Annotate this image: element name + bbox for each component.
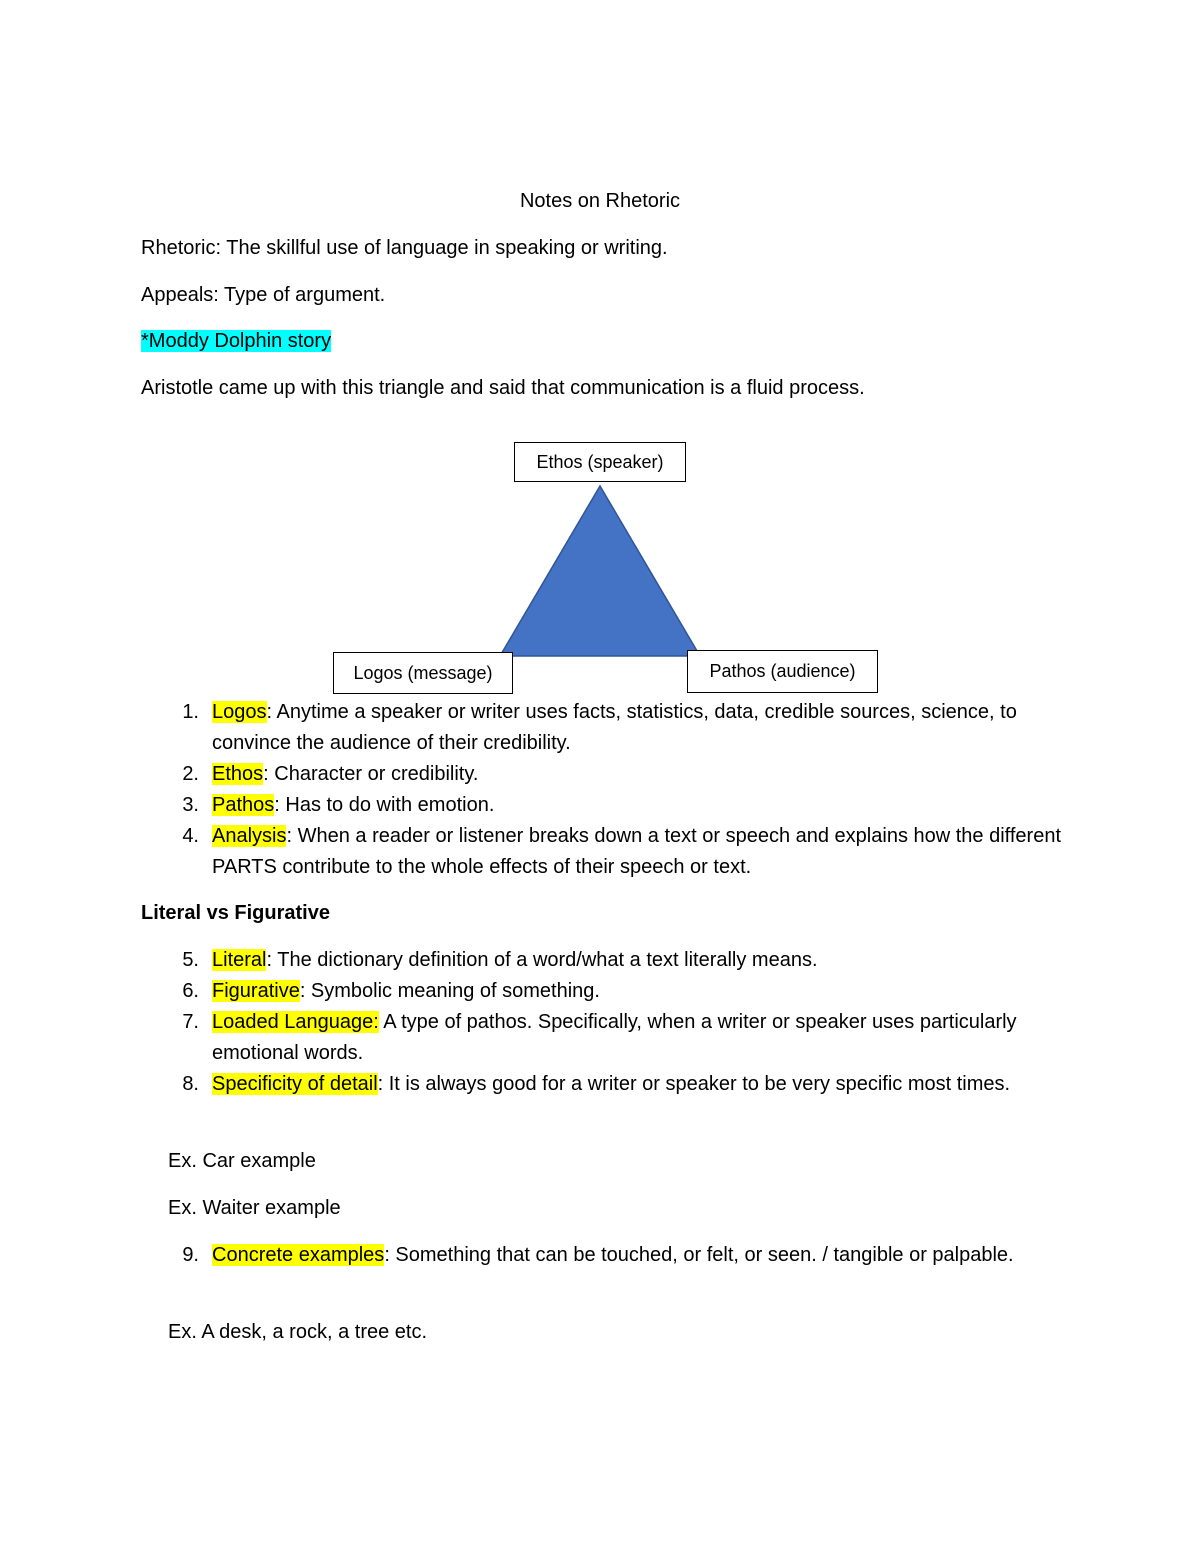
list-number: 1. [182,701,199,723]
list-number: 2. [182,763,199,785]
story-highlight: *Moddy Dolphin story [141,330,332,352]
term-definition: : The dictionary definition of a word/what a text literally means. [266,949,818,971]
term-definition: : Anytime a speaker or writer uses facts, statistics, data, credible sources, science, to convince the audience of their credibility. [212,701,1017,754]
section-heading: Literal vs Figurative [141,902,330,924]
term-highlight: Analysis [212,825,287,847]
list-number: 7. [182,1011,199,1033]
term-definition: A type of pathos. Specifically, when a writer or speaker uses particularly emotional words. [212,1011,1017,1064]
story-note [141,327,331,355]
list-number: 6. [182,980,199,1002]
list-item [141,1007,1061,1069]
list-item [141,1240,1061,1302]
list-item [141,945,1061,976]
term-definition: : Character or credibility. [263,763,479,785]
pathos-box: Pathos (audience) [687,650,878,693]
list-item [141,759,1061,790]
term-highlight: Literal [212,949,267,971]
list-number: 8. [182,1073,199,1095]
term-definition: : Has to do with emotion. [274,794,495,816]
term-highlight: Logos [212,701,267,723]
example-line: Ex. Waiter example [168,1197,341,1219]
list-number: 5. [182,949,199,971]
example-line: Ex. A desk, a rock, a tree etc. [168,1321,428,1343]
list-number: 9. [182,1244,199,1266]
aristotle-statement: Aristotle came up with this triangle and said that communication is a fluid process. [141,377,865,399]
term-highlight: Concrete examples [212,1244,385,1266]
term-definition: : Something that can be touched, or felt, or seen. / tangible or palpable. [384,1244,1014,1266]
list-number: 4. [182,825,199,847]
term-highlight: Figurative [212,980,300,1002]
logos-box: Logos (message) [333,652,513,694]
example-line: Ex. Car example [168,1150,316,1172]
term-definition: : When a reader or listener breaks down a text or speech and explains how the different PARTS contribute to the whole effects of their speech or text. [212,825,1062,878]
rhetorical-triangle-diagram [330,440,880,696]
list-number: 3. [182,794,199,816]
list-item [141,790,1061,821]
ethos-box: Ethos (speaker) [514,442,686,482]
list-item [141,697,1061,759]
term-highlight: Ethos [212,763,264,785]
list-item [141,976,1061,1007]
term-highlight: Specificity of detail [212,1073,378,1095]
term-highlight: Pathos [212,794,275,816]
appeals-definition: Appeals: Type of argument. [141,284,386,306]
term-definition: : Symbolic meaning of something. [299,980,600,1002]
list-item [141,1069,1061,1131]
term-highlight: Loaded Language: [212,1011,379,1033]
page-title: Notes on Rhetoric [519,190,681,212]
list-item [141,821,1061,883]
term-definition: : It is always good for a writer or speaker to be very specific most times. [377,1073,1011,1095]
rhetoric-definition: Rhetoric: The skillful use of language in speaking or writing. [141,237,668,259]
